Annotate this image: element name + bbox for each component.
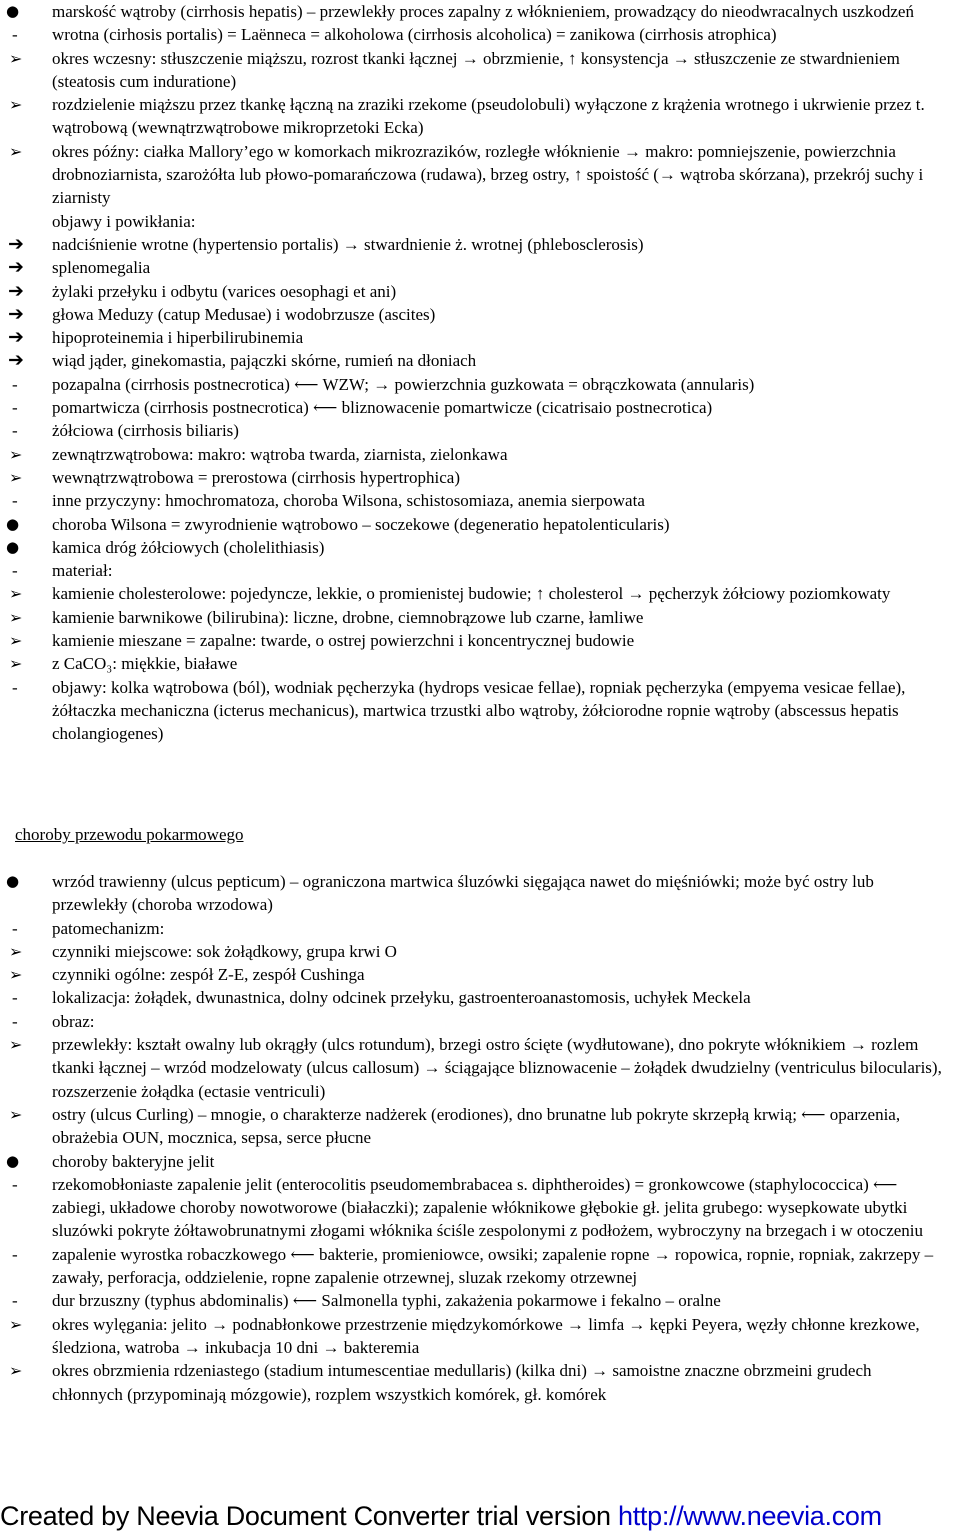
list-item-text: kamienie barwnikowe (bilirubina): liczne, drobne, ciemnobrązowe lub czarne, łamliwe [52,607,644,627]
bullet-marker-icon: ● [6,2,20,20]
list-item-text: rozdzielenie miąższu przez tkankę łączną na zraziki rzekome (pseudolobuli) wyłączone z krążenia wrotnego i ukrwienie przez t. wątrobową (wewnątrzwątrobowe mikroprzetoki Ecka) [52,95,925,138]
list-item-text: inne przyczyny: hmochromatoza, choroba Wilsona, schistosomiaza, anemia sierpowata [52,491,645,511]
list-item [0,93,960,140]
converter-footer [0,1498,960,1534]
list-item [0,349,960,372]
chevron-marker-icon: ➢ [9,467,23,487]
list-item-text: nadciśnienie wrotne (hypertensio portalis) → stwardnienie ż. wrotnej (phlebosclerosis) [52,234,644,254]
list-item [0,233,960,256]
chevron-marker-icon: ➢ [9,48,23,68]
footer-link[interactable]: http://www.neevia.com [617,1501,882,1531]
dash-marker-icon: - [12,918,18,938]
chevron-marker-icon: ➢ [9,1035,23,1055]
list-item-text: wrotna (cirhosis portalis) = Laënneca = alkoholowa (cirrhosis alcoholica) = zanikowa (cirrhosis atrophica) [52,25,777,45]
dash-marker-icon: - [12,25,18,45]
bullet-marker-icon: ● [6,1151,20,1170]
list-item [0,1289,960,1312]
list-item [0,373,960,396]
list-item-text: rzekomobłoniaste zapalenie jelit (enterocolitis pseudomembrabacea s. diphtheroides) = gronkowcowe (staphylococcica) ⟵ zabiegi, układowe choroby nowotworowe (białaczki); zapalenie włóknikowe głębokie gł. jelita grubego: wysepkowate ubytki sluzówki pokryte żółtawobrunatnymi złogami włóknika ściśle zespolonymi z podłożem, wybroczyny na brzegach i w otoczeniu [52,1174,924,1241]
bullet-marker-icon: ● [6,514,20,533]
list-item-text: okres wylęgania: jelito → podnabłonkowe przestrzenie międzykomórkowe → limfa → kępki Peyera, węzły chłonne krezkowe, śledziona, watroba → inkubacja 10 dni → bakteremia [52,1314,920,1357]
list-item-text: okres obrzmienia rdzeniastego (stadium intumescentiae medullaris) (kilka dni) → samoistne znaczne obrzmeini grudech chłonnych (przypominają mózgowie), rozplem wszystkich komórek, gł. komórek [52,1361,872,1404]
list-item-text: głowa Meduzy (catup Medusae) i wodobrzusze (ascites) [52,304,436,324]
arrow-marker-icon: ➔ [8,302,24,325]
chevron-marker-icon: ➢ [9,941,23,961]
list-item-text: z CaCO₃: miękkie, białawe [52,654,238,674]
list-item [0,559,960,582]
list-item-text: splenomegalia [52,258,151,278]
list-item-text: żółciowa (cirrhosis biliaris) [52,421,239,441]
list-item [0,870,960,917]
list-item-text: kamienie cholesterolowe: pojedyncze, lekkie, o promienistej budowie; ↑ cholesterol → pęcherzyk żółciowy poziomkowaty [52,584,891,604]
list-item [0,536,960,559]
list-item [0,1033,960,1103]
chevron-marker-icon: ➢ [9,607,23,627]
list-item-text: choroby bakteryjne jelit [52,1151,215,1171]
list-item-text: objawy: kolka wątrobowa (ból), wodniak pęcherzyka (hydrops vesicae fellae), ropniak pęcherzyka (empyema vesicae fellae), żółtaczka mechaniczna (icterus mechanicus), martwica trzustki albo wątroby, żółciorodne ropnie wątroby (abscessus hepatis cholangiogenes) [52,677,906,744]
section-heading: choroby przewodu pokarmowego [15,825,244,844]
list-item [0,466,960,489]
list-item-text: objawy i powikłania: [52,211,196,231]
list-item-text: okres wczesny: stłuszczenie miąższu, rozrost tkanki łącznej → obrzmienie, ↑ konsystencja → stłuszczenie ze stwardnieniem (steatosis cum induratione) [52,48,900,91]
arrow-marker-icon: ➔ [8,349,24,372]
list-item [0,917,960,940]
list-item-text: pozapalna (cirrhosis postnecrotica) ⟵ WZW; → powierzchnia guzkowata = obrączkowata (annularis) [52,374,755,394]
list-item [0,210,960,233]
list-item [0,1313,960,1360]
list-item [0,419,960,442]
bullet-marker-icon: ● [6,872,20,890]
chevron-marker-icon: ➢ [9,631,23,651]
dash-marker-icon: - [12,677,18,697]
dash-marker-icon: - [12,1244,18,1264]
chevron-marker-icon: ➢ [9,444,23,464]
list-item [0,940,960,963]
arrow-marker-icon: ➔ [8,232,24,255]
list-item-text: wewnątrzwątrobowa = prerostowa (cirrhosis hypertrophica) [52,467,460,487]
arrow-marker-icon: ➔ [8,279,24,302]
dash-marker-icon: - [12,561,18,581]
list-item [0,47,960,94]
chevron-marker-icon: ➢ [9,584,23,604]
dash-marker-icon: - [12,421,18,441]
list-item [0,652,960,675]
list-item-text: czynniki ogólne: zespół Z-E, zespół Cushinga [52,965,365,985]
dash-marker-icon: - [12,1291,18,1311]
section-liver-biliary [0,0,960,746]
chevron-marker-icon: ➢ [9,654,23,674]
list-item-text: patomechanizm: [52,918,165,938]
chevron-marker-icon: ➢ [9,1104,23,1124]
list-item-text: okres późny: ciałka Mallory’ego w komorkach mikrozrazików, rozległe włóknienie → makro: pomniejszenie, powierzchnia drobnoziarnista, szarożółta lub płowo-pomarańczowa (rudawa), brzeg ostry, ↑ spoistość (→ wątroba skórzana), przekrój suchy i ziarnisty [52,141,924,208]
list-item [0,963,960,986]
section-digestive-tract [0,870,960,1406]
list-item-text: hipoproteinemia i hiperbilirubinemia [52,328,304,348]
list-item [0,606,960,629]
dash-marker-icon: - [12,1174,18,1194]
dash-marker-icon: - [12,491,18,511]
list-item [0,1359,960,1406]
chevron-marker-icon: ➢ [9,95,23,115]
list-item [0,303,960,326]
list-item-text: wrzód trawienny (ulcus pepticum) – ograniczona martwica śluzówki sięgająca nawet do mięśniówki; może być ostry lub przewlekły (choroba wrzodowa) [52,872,874,915]
list-item-text: materiał: [52,561,113,581]
bullet-marker-icon: ● [6,537,20,556]
arrow-marker-icon: ➔ [8,326,24,349]
list-item [0,676,960,746]
list-item-text: żylaki przełyku i odbytu (varices oesophagi et ani) [52,281,397,301]
dash-marker-icon: - [12,988,18,1008]
chevron-marker-icon: ➢ [9,1314,23,1334]
list-item-text: wiąd jąder, ginekomastia, pajączki skórne, rumień na dłoniach [52,351,477,371]
list-item-text: dur brzuszny (typhus abdominalis) ⟵ Salmonella typhi, zakażenia pokarmowe i fekalno – oralne [52,1291,721,1311]
list-item [0,489,960,512]
arrow-marker-icon: ➔ [8,256,24,279]
list-item [0,0,960,23]
list-item [0,1173,960,1243]
list-item [0,443,960,466]
list-item-text: ostry (ulcus Curling) – mnogie, o charakterze nadżerek (erodiones), dno brunatne lub pokryte skrzepłą krwią; ⟵ oparzenia, obrażebia OUN, mocznica, sepsa, serce płucne [52,1104,901,1148]
list-item [0,1243,960,1290]
list-item [0,140,960,210]
chevron-marker-icon: ➢ [9,141,23,161]
list-item-text: pomartwicza (cirrhosis postnecrotica) ⟵ bliznowacenie pomartwicze (cicatrisaio postnecrotica) [52,398,713,418]
list-item [0,986,960,1009]
list-item-text: obraz: [52,1011,95,1031]
list-item [0,513,960,536]
list-item-text: czynniki miejscowe: sok żołądkowy, grupa krwi O [52,941,397,961]
list-item [0,1010,960,1033]
chevron-marker-icon: ➢ [9,1361,23,1381]
list-item-text: marskość wątroby (cirrhosis hepatis) – przewlekły proces zapalny z włóknieniem, prowadzący do nieodwracalnych uszkodzeń [52,2,914,21]
list-item-text: choroba Wilsona = zwyrodnienie wątrobowo – soczekowe (degeneratio hepatolenticularis) [52,514,670,534]
list-item [0,396,960,419]
list-item [0,326,960,349]
list-item [0,23,960,46]
chevron-marker-icon: ➢ [9,965,23,985]
dash-marker-icon: - [12,374,18,394]
list-item-text: przewlekły: kształt owalny lub okrągły (ulcs rotundum), brzegi ostro ścięte (wydłutowane), dno pokryte włóknikiem → rozlem tkanki łącznej – wrzód modzelowaty (ulcus callosum) → ściągające bliznowacenie – żołądek dwudzielny (ventriculus bilocularis), rozszerzenie żołądka (ectasie ventriculi) [52,1035,942,1101]
list-item [0,629,960,652]
footer-text: Created by Neevia Document Converter trial version [0,1501,618,1531]
dash-marker-icon: - [12,398,18,418]
list-item [0,582,960,605]
list-item-text: kamica dróg żółciowych (cholelithiasis) [52,537,325,557]
list-item [0,1103,960,1150]
dash-marker-icon: - [12,1011,18,1031]
list-item [0,280,960,303]
list-item-text: zewnątrzwątrobowa: makro: wątroba twarda, ziarnista, zielonkawa [52,444,508,464]
list-item-text: kamienie mieszane = zapalne: twarde, o ostrej powierzchni i koncentrycznej budowie [52,631,635,651]
list-item [0,1150,960,1173]
list-item [0,256,960,279]
list-item-text: lokalizacja: żołądek, dwunastnica, dolny odcinek przełyku, gastroenteroanastomosis, uchyłek Meckela [52,988,751,1008]
list-item-text: zapalenie wyrostka robaczkowego ⟵ bakterie, promieniowce, owsiki; zapalenie ropne → ropowica, ropnie, ropniak, zakrzepy – zawały, perforacja, oddzielenie, ropne zapalenie otrzewnej, sluzak rzekomy otrzewnej [52,1244,934,1288]
